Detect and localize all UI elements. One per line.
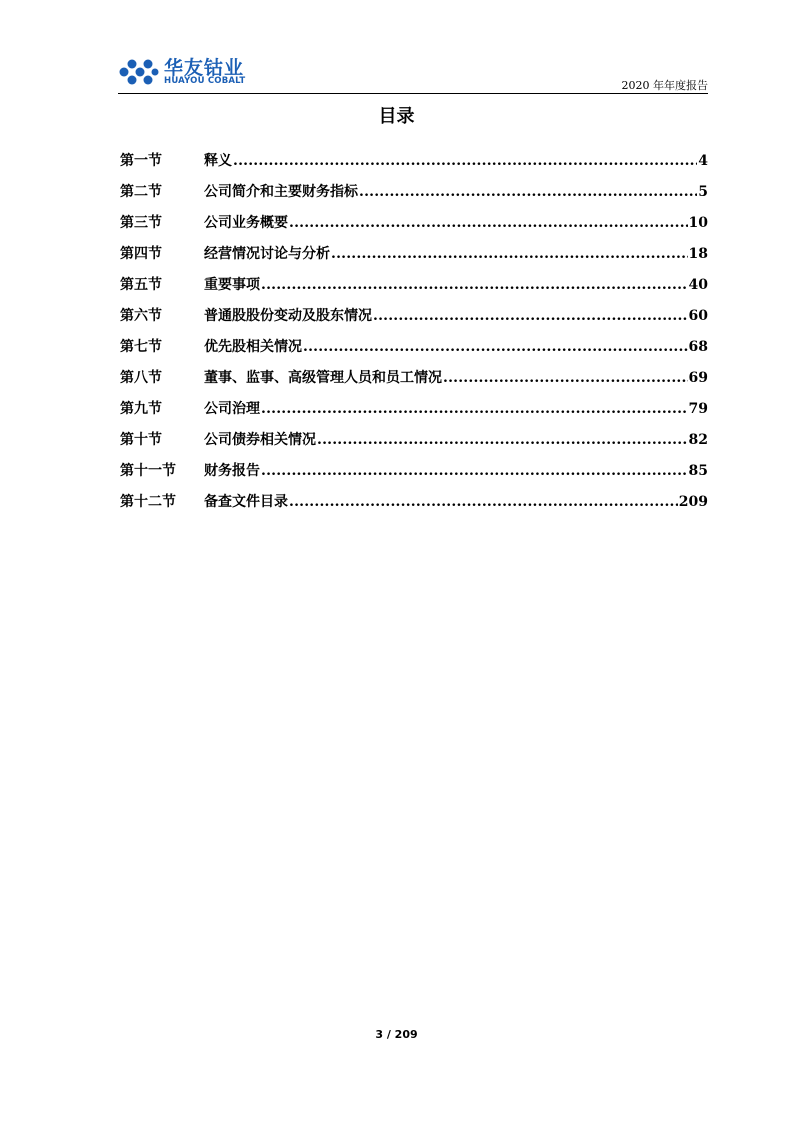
toc-dot-leader bbox=[331, 246, 688, 262]
header-divider bbox=[118, 93, 708, 94]
toc-section-title: 公司债券相关情况 bbox=[204, 432, 316, 448]
toc-entry[interactable] bbox=[120, 243, 708, 274]
toc-page-number: 85 bbox=[688, 463, 708, 479]
toc-page-number: 5 bbox=[698, 184, 708, 200]
toc-dot-leader bbox=[261, 401, 688, 417]
toc-section-title: 备查文件目录 bbox=[204, 494, 288, 510]
toc-page-number: 209 bbox=[678, 494, 708, 510]
toc-entry[interactable] bbox=[120, 212, 708, 243]
toc-section-number: 第七节 bbox=[120, 339, 162, 355]
toc-section-number: 第六节 bbox=[120, 308, 162, 324]
huayou-logo-icon bbox=[118, 56, 160, 88]
toc-section-number: 第五节 bbox=[120, 277, 162, 293]
toc-section-number: 第十二节 bbox=[120, 494, 176, 510]
toc-dot-leader bbox=[443, 370, 688, 386]
toc-page-number: 60 bbox=[688, 308, 708, 324]
toc-section-number: 第九节 bbox=[120, 401, 162, 417]
toc-section-title: 普通股股份变动及股东情况 bbox=[204, 308, 372, 324]
toc-dot-leader bbox=[261, 463, 688, 479]
page-number: 3 / 209 bbox=[375, 1028, 418, 1041]
report-name: 2020 年年度报告 bbox=[621, 79, 708, 92]
toc-section-title: 董事、监事、高级管理人员和员工情况 bbox=[204, 370, 442, 386]
toc-entry[interactable] bbox=[120, 274, 708, 305]
toc-dot-leader bbox=[289, 494, 678, 510]
toc-page-number: 69 bbox=[688, 370, 708, 386]
toc-page-number: 82 bbox=[688, 432, 708, 448]
toc-page-number: 68 bbox=[688, 339, 708, 355]
toc-entry[interactable] bbox=[120, 367, 708, 398]
toc-section-title: 公司治理 bbox=[204, 401, 260, 417]
toc-section-number: 第二节 bbox=[120, 184, 162, 200]
toc-page-number: 4 bbox=[698, 153, 708, 169]
toc-dot-leader bbox=[303, 339, 688, 355]
toc-dot-leader bbox=[317, 432, 688, 448]
toc-section-number: 第四节 bbox=[120, 246, 162, 262]
table-of-contents bbox=[120, 150, 708, 522]
toc-dot-leader bbox=[233, 153, 697, 169]
toc-dot-leader bbox=[359, 184, 697, 200]
toc-dot-leader bbox=[289, 215, 688, 231]
toc-section-title: 重要事项 bbox=[204, 277, 260, 293]
toc-section-number: 第八节 bbox=[120, 370, 162, 386]
toc-dot-leader bbox=[261, 277, 688, 293]
toc-section-title: 优先股相关情况 bbox=[204, 339, 302, 355]
toc-section-title: 释义 bbox=[204, 153, 232, 169]
toc-entry[interactable] bbox=[120, 150, 708, 181]
toc-section-number: 第一节 bbox=[120, 153, 162, 169]
toc-section-number: 第三节 bbox=[120, 215, 162, 231]
toc-section-number: 第十节 bbox=[120, 432, 162, 448]
toc-entry[interactable] bbox=[120, 429, 708, 460]
toc-entry[interactable] bbox=[120, 398, 708, 429]
toc-entry[interactable] bbox=[120, 305, 708, 336]
toc-section-title: 经营情况讨论与分析 bbox=[204, 246, 330, 262]
toc-section-title: 公司业务概要 bbox=[204, 215, 288, 231]
toc-entry[interactable] bbox=[120, 460, 708, 491]
toc-section-title: 财务报告 bbox=[204, 463, 260, 479]
toc-page-number: 79 bbox=[688, 401, 708, 417]
toc-entry[interactable] bbox=[120, 491, 708, 522]
toc-page-number: 18 bbox=[688, 246, 708, 262]
page-title: 目录 bbox=[378, 106, 415, 127]
page-header bbox=[118, 50, 708, 94]
toc-entry[interactable] bbox=[120, 336, 708, 367]
logo-english-name: HUAYOU COBALT bbox=[164, 76, 246, 86]
toc-section-number: 第十一节 bbox=[120, 463, 176, 479]
toc-dot-leader bbox=[373, 308, 688, 324]
toc-entry[interactable] bbox=[120, 181, 708, 212]
toc-section-title: 公司简介和主要财务指标 bbox=[204, 184, 358, 200]
toc-page-number: 40 bbox=[688, 277, 708, 293]
toc-page-number: 10 bbox=[688, 215, 708, 231]
logo-chinese-name: 华友钴业 bbox=[164, 57, 245, 79]
